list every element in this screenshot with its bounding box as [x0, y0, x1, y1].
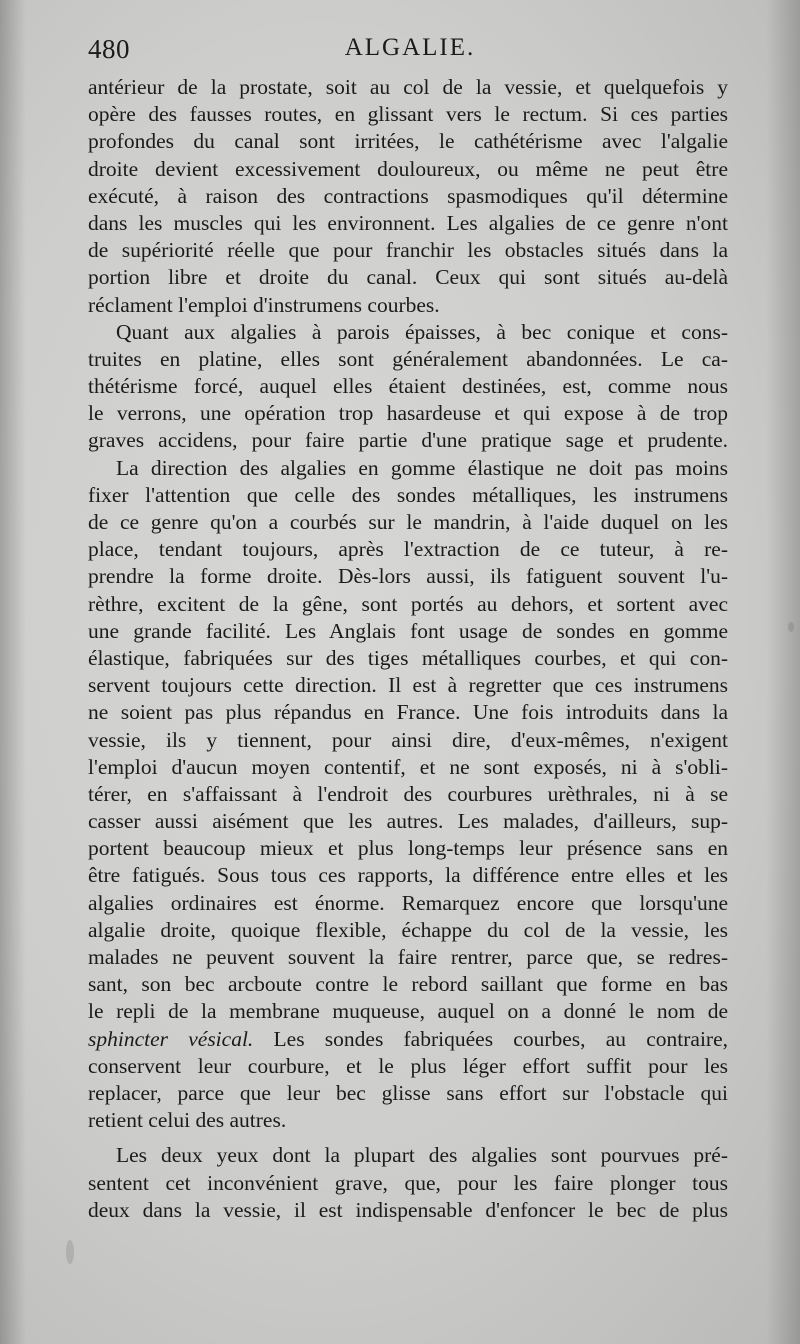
text-line: être fatigués. Sous tous ces rapports, la différence entre elles et les — [88, 863, 728, 888]
text-line: thétérisme forcé, auquel elles étaient destinées, est, comme nous — [88, 374, 728, 399]
text-line: casser aussi aisément que les autres. Les malades, d'ailleurs, sup- — [88, 809, 728, 834]
text-line: Les deux yeux dont la plupart des algalies sont pourvues pré- — [116, 1143, 728, 1168]
italic-term: sphincter vésical. — [88, 1026, 254, 1051]
text-line: le verrons, une opération trop hasardeuse et qui expose à de trop — [88, 401, 728, 426]
text-line: l'emploi d'aucun moyen contentif, et ne sont exposés, ni à s'obli- — [88, 754, 728, 779]
page-header — [88, 34, 732, 74]
text-line: place, tendant toujours, après l'extraction de ce tuteur, à re- — [88, 537, 728, 562]
text-line: deux dans la vessie, il est indispensable d'enfoncer le bec de plus — [88, 1197, 728, 1222]
running-head: ALGALIE. — [344, 34, 476, 61]
text-line: sentent cet inconvénient grave, que, pour les faire plonger tous — [88, 1170, 728, 1195]
text-line: portent beaucoup mieux et plus long-temps leur présence sans en — [88, 836, 728, 861]
paper-blemish — [788, 622, 794, 632]
text-line: truites en platine, elles sont généralement abandonnées. Le ca- — [88, 346, 728, 371]
text-line: ne soient pas plus répandus en France. Une fois introduits dans la — [88, 700, 728, 725]
text-line: conservent leur courbure, et le plus léger effort suffit pour les — [88, 1053, 728, 1078]
text-line: rèthre, excitent de la gêne, sont portés au dehors, et sortent avec — [88, 591, 728, 616]
text-line: fixer l'attention que celle des sondes métalliques, les instrumens — [88, 482, 728, 507]
paper-blemish — [66, 1240, 74, 1264]
paragraph-2 — [88, 319, 728, 455]
text-line: algalie droite, quoique flexible, échappe du col de la vessie, les — [88, 917, 728, 942]
page-number: 480 — [88, 34, 130, 64]
text-line: opère des fausses routes, en glissant vers le rectum. Si ces parties — [88, 102, 728, 127]
text-line: La direction des algalies en gomme élastique ne doit pas moins — [116, 455, 728, 480]
text-line: algalies ordinaires est énorme. Remarquez encore que lorsqu'une — [88, 890, 728, 915]
text-line: térer, en s'affaissant à l'endroit des courbures urèthrales, ni à se — [88, 781, 728, 806]
paragraph-4 — [88, 1142, 728, 1224]
text-line: le repli de la membrane muqueuse, auquel on a donné le nom de — [88, 999, 728, 1024]
text-line: prendre la forme droite. Dès-lors aussi, ils fatiguent souvent l'u- — [88, 564, 728, 589]
text-line: élastique, fabriquées sur des tiges métalliques courbes, et qui con- — [88, 645, 728, 670]
text-line: replacer, parce que leur bec glisse sans effort sur l'obstacle qui — [88, 1080, 728, 1105]
paragraph-3 — [88, 455, 728, 1135]
text-line: une grande facilité. Les Anglais font usage de sondes en gomme — [88, 618, 728, 643]
text-line: réclament l'emploi d'instrumens courbes. — [88, 292, 440, 317]
text-line: de ce genre qu'on a courbés sur le mandrin, à l'aide duquel on les — [88, 510, 728, 534]
text-line: profondes du canal sont irritées, le cathétérisme avec l'algalie — [88, 129, 728, 154]
text-line: portion libre et droite du canal. Ceux qui sont situés au-delà — [88, 265, 728, 290]
text-line: sant, son bec arcboute contre le rebord saillant que forme en bas — [88, 972, 728, 997]
text-line: graves accidens, pour faire partie d'une pratique sage et prudente. — [88, 428, 728, 453]
text-line: droite devient excessivement douloureux, ou même ne peut être — [88, 156, 728, 181]
text-line: servent toujours cette direction. Il est à regretter que ces instrumens — [88, 673, 728, 698]
text-line: retient celui des autres. — [88, 1108, 287, 1133]
text-line: malades ne peuvent souvent la faire rentrer, parce que, se redres- — [88, 945, 728, 969]
text-line: vessie, ils y tiennent, pour ainsi dire, d'eux-mêmes, n'exigent — [88, 727, 728, 752]
text-line: de supériorité réelle que pour franchir les obstacles situés dans la — [88, 238, 728, 263]
text-line: dans les muscles qui les environnent. Les algalies de ce genre n'ont — [88, 210, 728, 235]
text-segment: Les sondes fabriquées courbes, au contraire, — [253, 1026, 728, 1051]
text-line: Quant aux algalies à parois épaisses, à bec conique et cons- — [116, 319, 728, 344]
paragraph-1 — [88, 74, 728, 319]
body-text — [88, 74, 728, 1224]
text-line-with-italic — [88, 1026, 728, 1053]
text-line: antérieur de la prostate, soit au col de la vessie, et quelquefois y — [88, 75, 728, 99]
text-line: exécuté, à raison des contractions spasmodiques qu'il détermine — [88, 183, 728, 208]
